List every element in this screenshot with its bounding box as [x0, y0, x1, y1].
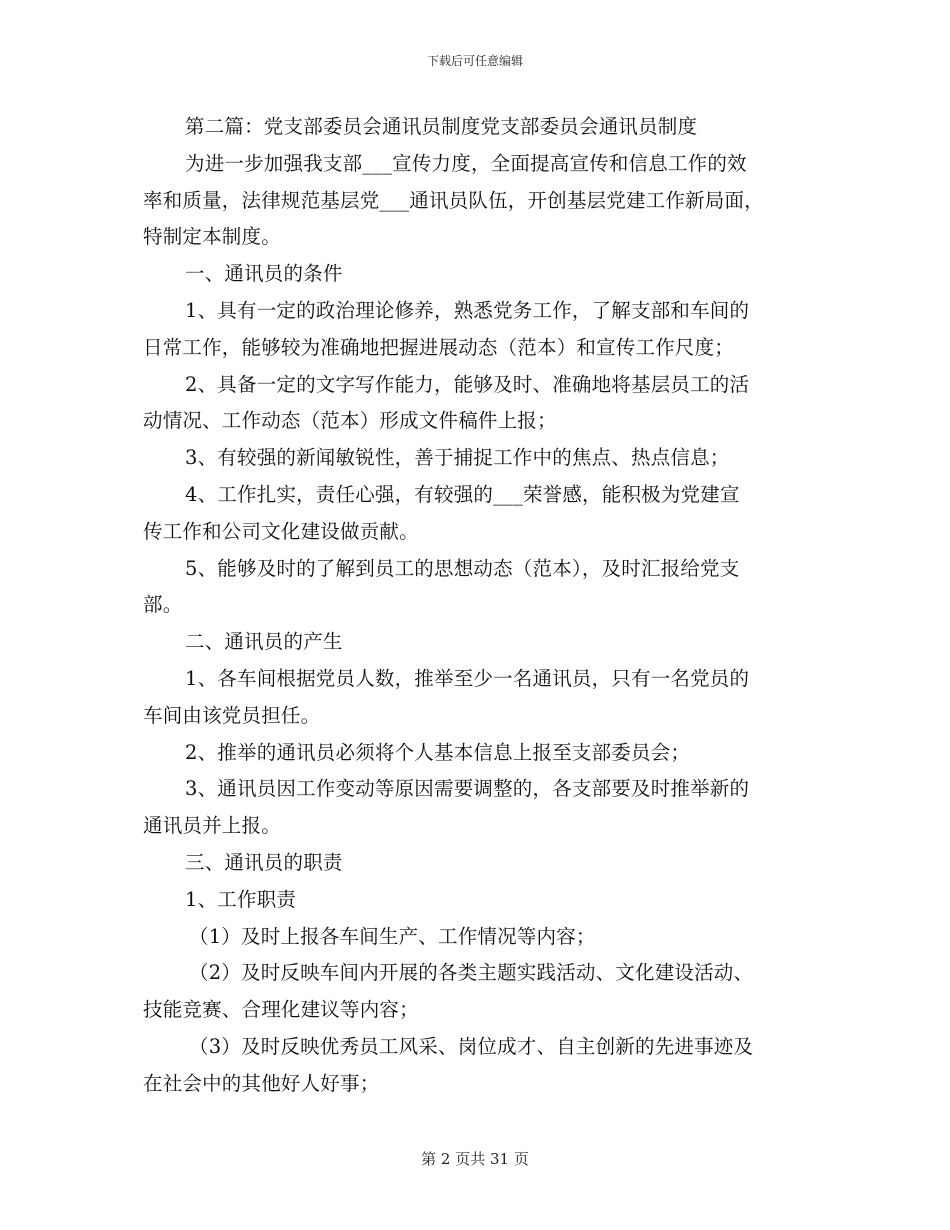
- paragraph-line: 率和质量，法律规范基层党___通讯员队伍，开创基层党建工作新局面，: [143, 188, 764, 212]
- paragraph-line: 5、能够及时的了解到员工的思想动态（范本），及时汇报给党支: [185, 556, 740, 580]
- paragraph-line: 日常工作，能够较为准确地把握进展动态（范本）和宣传工作尺度；: [143, 335, 735, 359]
- page-footer: 第 2 页共 31 页: [421, 1150, 529, 1168]
- paragraph-line: 2、推举的通讯员必须将个人基本信息上报至支部委员会；: [185, 740, 691, 764]
- page-header: 下载后可任意编辑: [426, 54, 523, 68]
- paragraph-line: 4、工作扎实，责任心强，有较强的___荣誉感，能积极为党建宣: [185, 482, 740, 506]
- paragraph-line: 部。: [143, 593, 183, 617]
- paragraph-line: 传工作和公司文化建设做贡献。: [143, 519, 419, 543]
- paragraph-line: 1、各车间根据党员人数，推举至少一名通讯员，只有一名党员的: [185, 666, 750, 690]
- paragraph-line: 3、有较强的新闻敏锐性，善于捕捉工作中的焦点、热点信息；: [185, 446, 730, 470]
- paragraph-line: 1、具有一定的政治理论修养，熟悉党务工作，了解支部和车间的: [185, 298, 750, 322]
- paragraph-line: （3）及时反映优秀员工风采、岗位成才、自主创新的先进事迹及: [189, 1034, 754, 1058]
- heading-conditions: 一、通讯员的条件: [185, 262, 343, 286]
- paragraph-line: （2）及时反映车间内开展的各类主题实践活动、文化建设活动、: [189, 961, 754, 985]
- heading-selection: 二、通讯员的产生: [185, 630, 343, 654]
- paragraph-line: 特制定本制度。: [143, 225, 281, 249]
- paragraph-line: 为进一步加强我支部___宣传力度，全面提高宣传和信息工作的效: [185, 151, 747, 175]
- subheading-work-duties: 1、工作职责: [185, 887, 297, 911]
- document-body: [143, 109, 813, 1103]
- paragraph-line: （1）及时上报各车间生产、工作情况等内容；: [189, 924, 596, 948]
- paragraph-line: 3、通讯员因工作变动等原因需要调整的，各支部要及时推举新的: [185, 777, 750, 801]
- paragraph-line: 车间由该党员担任。: [143, 703, 321, 727]
- heading-duties: 三、通讯员的职责: [185, 850, 343, 874]
- section-title: 第二篇：党支部委员会通讯员制度党支部委员会通讯员制度: [185, 115, 698, 138]
- paragraph-line: 2、具备一定的文字写作能力，能够及时、准确地将基层员工的活: [185, 372, 750, 396]
- paragraph-line: 动情况、工作动态（范本）形成文件稿件上报；: [143, 409, 557, 433]
- paragraph-line: 通讯员并上报。: [143, 814, 281, 838]
- paragraph-line: 在社会中的其他好人好事；: [143, 1071, 380, 1095]
- paragraph-line: 技能竞赛、合理化建议等内容；: [143, 998, 419, 1022]
